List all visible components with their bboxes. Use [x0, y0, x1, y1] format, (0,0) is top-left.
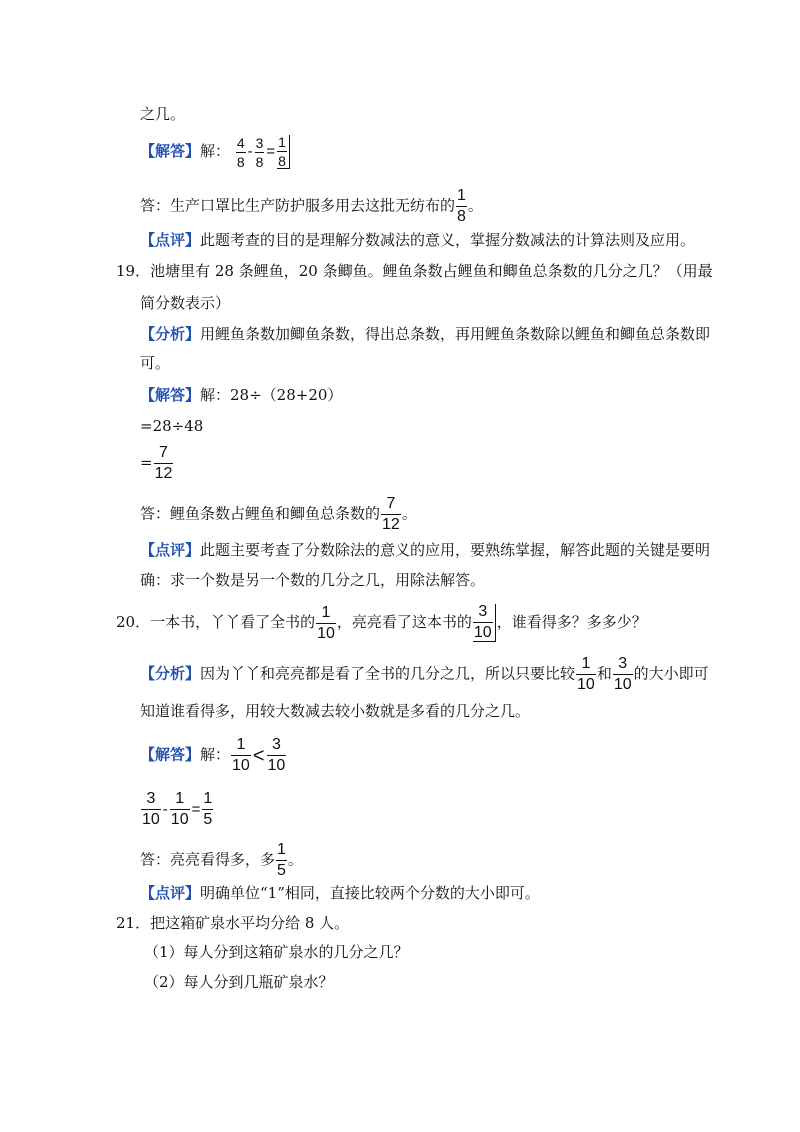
fraction: $\frac{3}{10}$: [473, 604, 496, 642]
text: 答：亮亮看得多，多: [140, 850, 276, 869]
reply-line: 答：生产口罩比生产防护服多用去这批无纺布的 $\frac{1}{8}$ 。: [140, 187, 483, 225]
question-21-line: [116, 913, 800, 933]
fraction: $\frac{1}{5}$: [203, 790, 213, 828]
text: 因为丫丫和亮亮都是看了全书的几分之几，所以只要比较: [200, 664, 576, 683]
label-comment: 【点评】: [140, 884, 201, 902]
text: 解：: [200, 745, 231, 764]
comment-19-line2: [140, 570, 800, 590]
answer-20-step: $\frac{3}{10}$ - $\frac{1}{10}$ = $\frac{1}{5}$: [142, 790, 213, 828]
answer-20-line: 【解答】解： $\frac{1}{10}$ < $\frac{3}{10}$: [140, 736, 286, 774]
label-comment: 【点评】: [140, 541, 201, 559]
text: 解：: [200, 142, 231, 160]
text: =: [140, 453, 153, 472]
text: =28÷48: [140, 417, 204, 435]
text: 此题主要考查了分数除法的意义的应用，要熟练掌握，解答此题的关键是要明: [200, 541, 711, 559]
text: ，亮亮看了这本书的: [336, 613, 472, 631]
fraction: $\frac{1}{10}$: [232, 736, 250, 774]
fraction: $\frac{7}{12}$: [154, 444, 173, 482]
label-analysis: 【分析】: [140, 325, 201, 343]
text: 此题考查的目的是理解分数减法的意义，掌握分数减法的计算法则及应用。: [200, 231, 696, 249]
analysis-20-line2: [140, 701, 800, 721]
answer-19-line: [140, 385, 800, 405]
fraction: $\frac{1}{10}$: [170, 790, 189, 828]
text: 19．池塘里有 28 条鲤鱼，20 条鲫鱼。鲤鱼条数占鲤鱼和鲫鱼总条数的几分之几？（用最: [116, 262, 713, 280]
comment-line: [140, 230, 800, 250]
label-answer: 【解答】: [140, 745, 201, 764]
fraction: $\frac{1}{5}$: [277, 841, 286, 879]
label-comment: 【点评】: [140, 231, 201, 249]
text: 答：鲤鱼条数占鲤鱼和鲫鱼总条数的: [140, 504, 381, 523]
fraction: $\frac{3}{10}$: [613, 655, 632, 693]
fraction: $\frac{1}{8}$: [457, 187, 466, 225]
reply-20-line: 答：亮亮看得多，多 $\frac{1}{5}$ 。: [140, 841, 303, 879]
fraction: $\frac{1}{8}$: [277, 135, 290, 169]
answer-line: 【解答】解： $\frac{4}{8}$ - $\frac{3}{8}$ = $\frac{1}{8}$: [140, 135, 800, 169]
text: 可。: [140, 354, 171, 372]
label-answer: 【解答】: [140, 386, 201, 404]
text: 21．把这箱矿泉水平均分给 8 人。: [116, 914, 350, 932]
label-answer: 【解答】: [140, 142, 201, 160]
text: 知道谁看得多，用较大数减去较小数就是多看的几分之几。: [140, 702, 531, 720]
reply-19-line: 答：鲤鱼条数占鲤鱼和鲫鱼总条数的 $\frac{7}{12}$ 。: [140, 495, 417, 533]
text: 答：生产口罩比生产防护服多用去这批无纺布的: [140, 196, 456, 215]
comment-20-line: [140, 883, 800, 903]
text: 之几。: [140, 105, 186, 123]
text: 解：28÷（28+20）: [200, 386, 343, 404]
answer-19-step2: [140, 416, 800, 436]
answer-19-step3: [140, 445, 800, 482]
label-analysis: 【分析】: [140, 664, 201, 683]
fraction: $\frac{1}{10}$: [577, 655, 595, 693]
text: 简分数表示）: [140, 294, 231, 312]
analysis-19-line1: [140, 324, 800, 344]
text-line: [140, 104, 800, 124]
fraction: $\frac{3}{10}$: [142, 790, 160, 828]
question-19-line1: [116, 261, 800, 281]
fraction: $\frac{7}{12}$: [382, 495, 400, 533]
fraction: $\frac{4}{8}$: [236, 134, 245, 170]
question-19-line2: [140, 293, 800, 313]
fraction: $\frac{3}{8}$: [255, 134, 264, 170]
text: 明确单位“1”相同，直接比较两个分数的大小即可。: [200, 884, 540, 902]
text: 20．一本书，丫丫看了全书的: [116, 613, 316, 631]
question-21-part1: [144, 942, 800, 962]
comment-19-line1: [140, 540, 800, 560]
text: 用鲤鱼条数加鲫鱼条数，得出总条数，再用鲤鱼条数除以鲤鱼和鲫鱼总条数即: [200, 325, 711, 343]
fraction: $\frac{3}{10}$: [267, 736, 286, 774]
text: 的大小即可: [633, 664, 709, 683]
text: （1）每人分到这箱矿泉水的几分之几？: [144, 943, 409, 961]
text: （2）每人分到几瓶矿泉水？: [144, 973, 334, 991]
text: 确：求一个数是另一个数的几分之几，用除法解答。: [140, 571, 486, 589]
fraction: $\frac{1}{10}$: [317, 603, 335, 642]
analysis-19-line2: [140, 353, 800, 373]
analysis-20-line1: 【分析】因为丫丫和亮亮都是看了全书的几分之几，所以只要比较 $\frac{1}{10}$ 和 $\frac{3}{10}$ 的大小即可: [140, 655, 709, 693]
text: ，谁看得多？多多少？: [496, 613, 647, 631]
question-20-line: [116, 604, 800, 642]
question-21-part2: [144, 972, 800, 992]
